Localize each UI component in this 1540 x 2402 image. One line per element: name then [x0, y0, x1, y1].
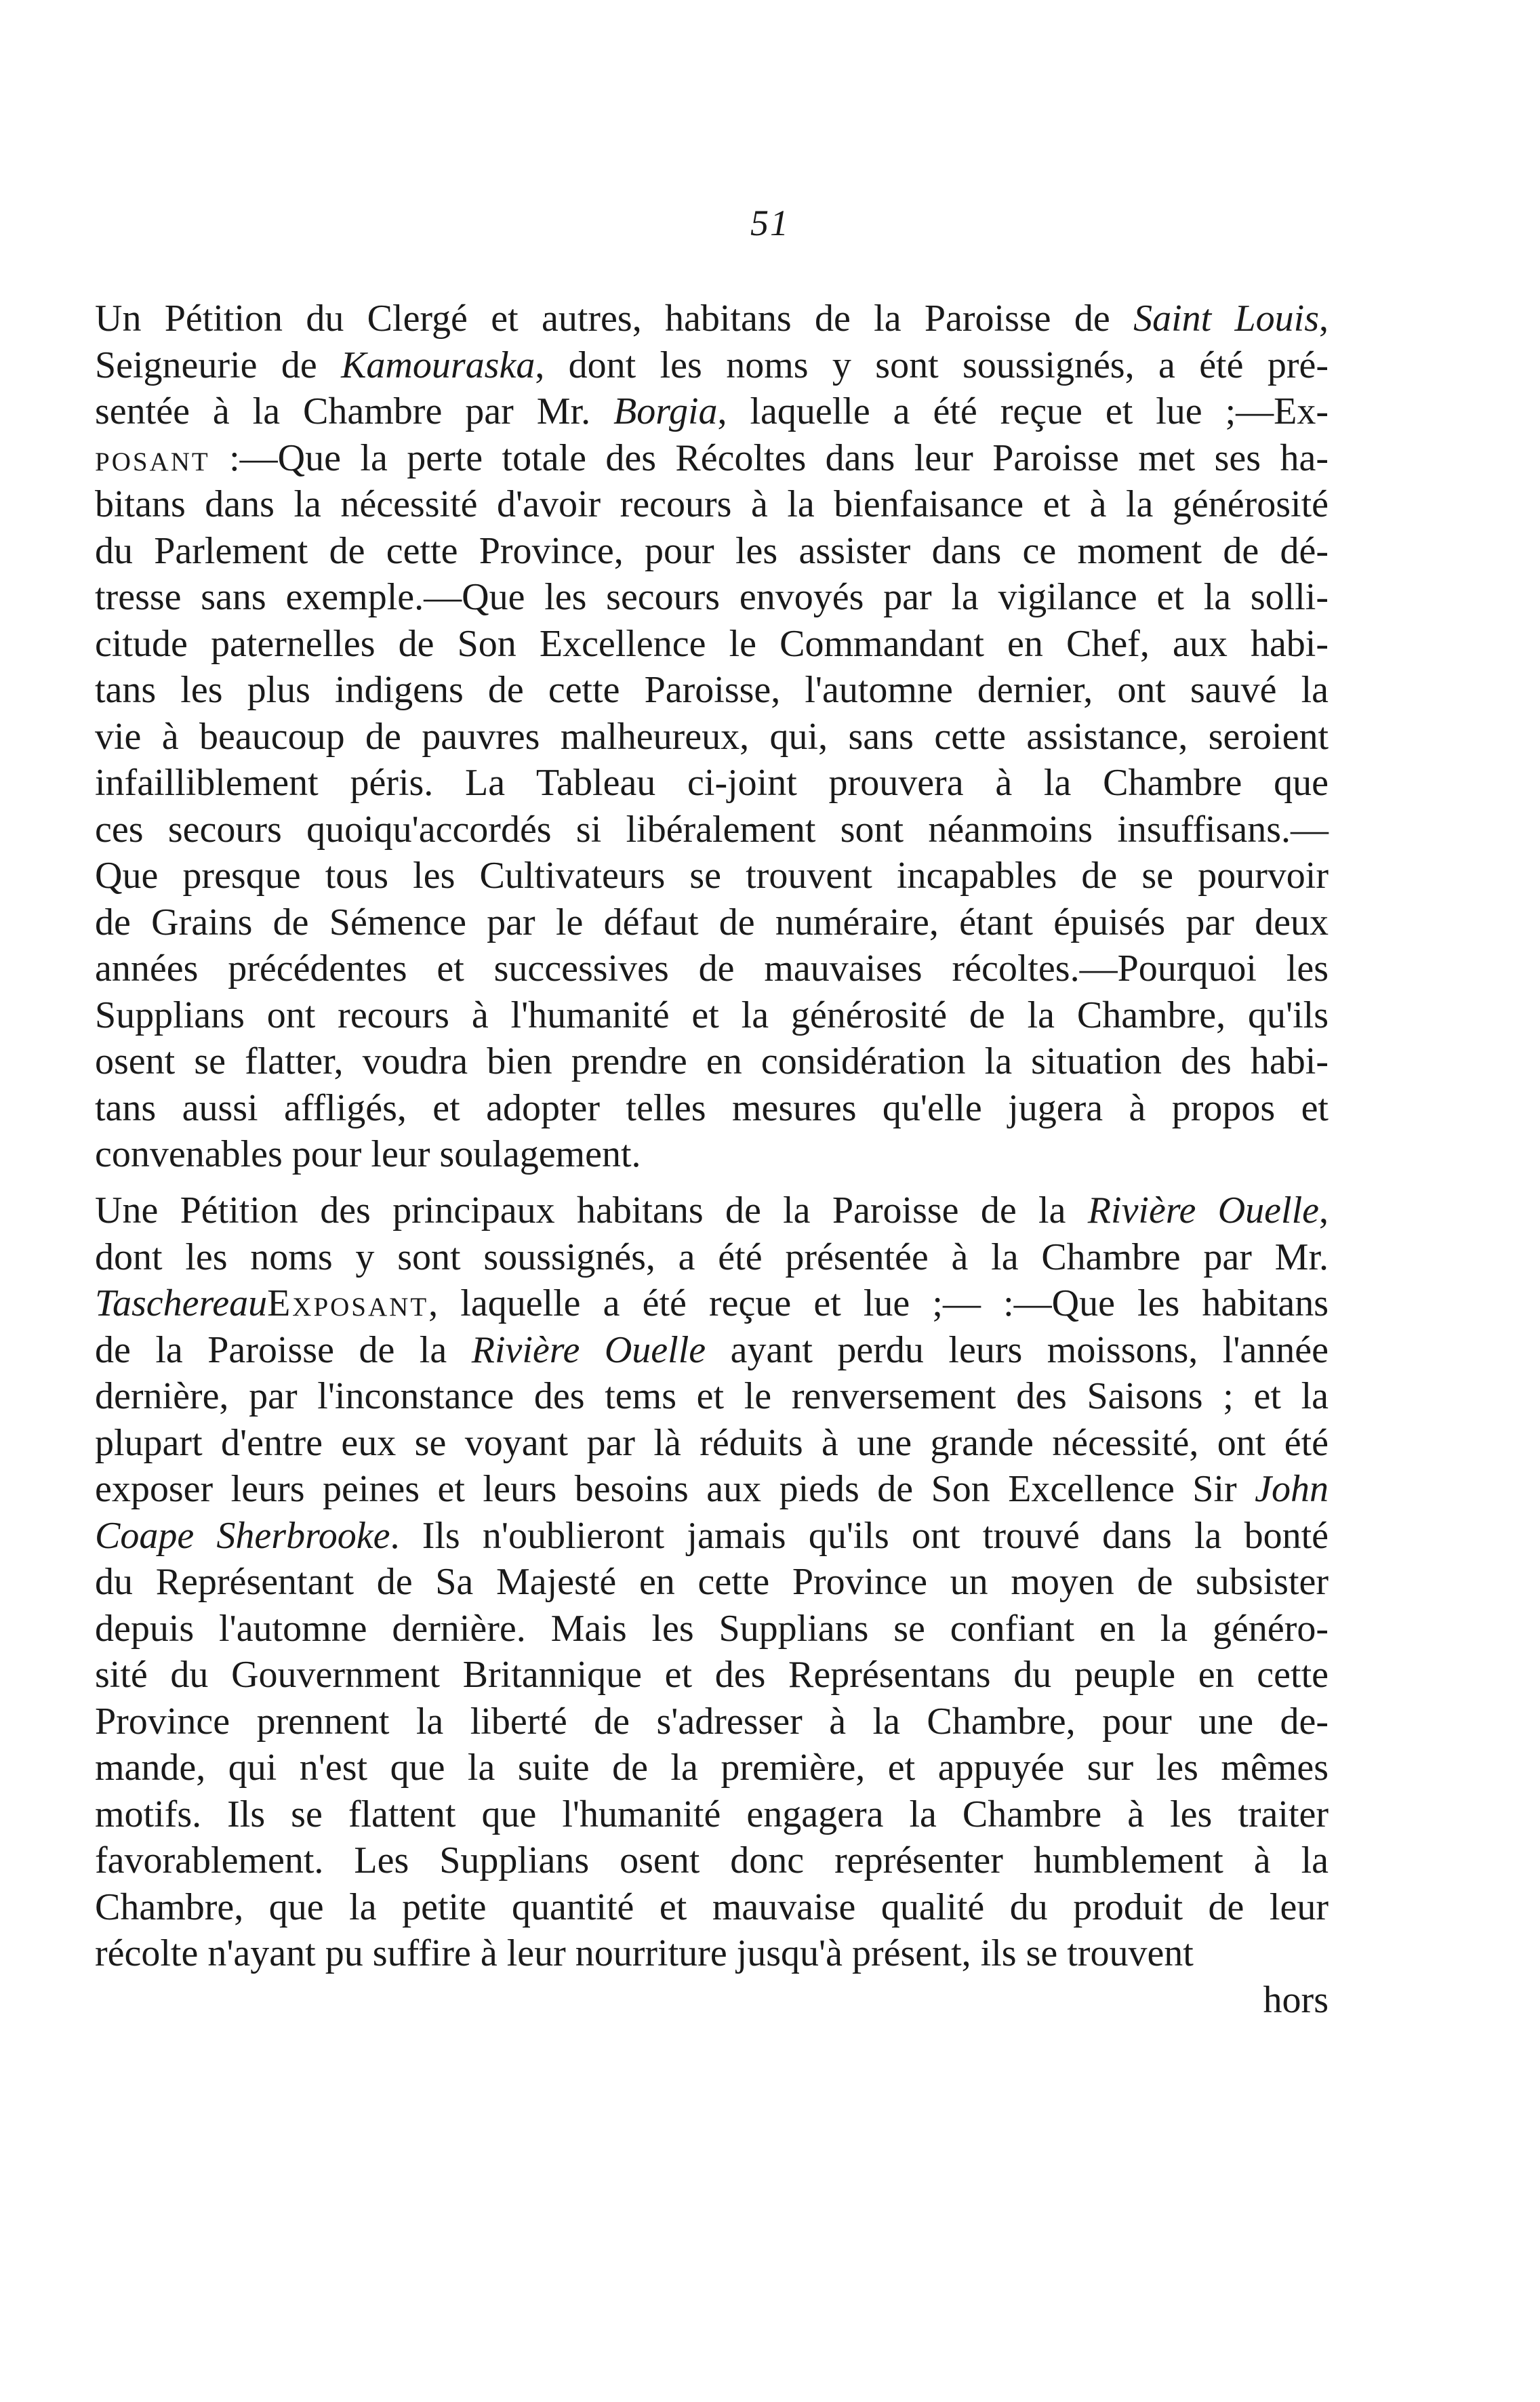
text-line [95, 1327, 1329, 1374]
petition-saint-louis-paragraph [95, 296, 1329, 1178]
line-text: , [1319, 298, 1329, 340]
text-line [95, 1837, 1329, 1884]
line-text: du Parlement de cette Province, pour les assister dans ce moment de dé- [95, 529, 1329, 572]
line-text: depuis l'automne dernière. Mais les Supplians se confiant en la généro- [95, 1607, 1329, 1650]
line-text: Seigneurie de [95, 344, 342, 386]
line-text: . Ils n'oublieront jamais qu'ils ont trouvé dans la bonté [390, 1514, 1329, 1557]
text-line [95, 435, 1329, 482]
text-line [95, 714, 1329, 760]
line-text: Une Pétition des principaux habitans de la Paroisse de la [95, 1189, 1088, 1231]
italic-text: Coape Sherbrooke [95, 1514, 390, 1557]
line-text: favorablement. Les Supplians osent donc représenter humblement à la [95, 1839, 1329, 1881]
text-line [95, 1131, 1329, 1178]
line-text: mande, qui n'est que la suite de la première, et appuyée sur les mêmes [95, 1747, 1329, 1789]
text-line [95, 1234, 1329, 1281]
line-text: tans aussi affligés, et adopter telles mesures qu'elle jugera à propos et [95, 1086, 1329, 1129]
text-line [95, 342, 1329, 389]
line-text: plupart d'entre eux se voyant par là réduits à une grande nécessité, ont été [95, 1421, 1329, 1464]
line-text: vie à beaucoup de pauvres malheureux, qui, sans cette assistance, seroient [95, 715, 1329, 758]
text-line [95, 667, 1329, 714]
text-line [95, 1930, 1329, 1977]
catchword: hors [1263, 1978, 1329, 2021]
text-line [95, 807, 1329, 853]
text-line [95, 1373, 1329, 1420]
line-text: , dont les noms y sont soussignés, a été pré- [535, 344, 1329, 386]
line-text: dont les noms y sont soussignés, a été présentée à la Chambre par Mr. [95, 1236, 1329, 1278]
text-line [95, 1791, 1329, 1838]
line-text: tans les plus indigens de cette Paroisse, l'automne dernier, ont sauvé la [95, 669, 1329, 711]
text-line [95, 1420, 1329, 1467]
line-text: bitans dans la nécessité d'avoir recours à la bienfaisance et à la générosité [95, 483, 1329, 525]
text-line [95, 1698, 1329, 1745]
line-text: ces secours quoiqu'accordés si libéralement sont néanmoins insuffisans.— [95, 808, 1329, 851]
text-line [95, 1466, 1329, 1513]
text-line [95, 1038, 1329, 1085]
text-line [95, 1606, 1329, 1652]
line-text: , laquelle a été reçue et lue ;— [428, 1282, 981, 1324]
line-text: ayant perdu leurs moissons, l'année [706, 1328, 1329, 1371]
small-caps-text: posant [95, 436, 210, 479]
line-text: de Grains de Sémence par le défaut de numéraire, étant épuisés par deux [95, 901, 1329, 943]
petition-riviere-ouelle-paragraph [95, 1187, 1329, 2023]
line-text: convenables pour leur soulagement. [95, 1133, 641, 1175]
text-line [95, 1559, 1329, 1606]
line-text: Province prennent la liberté de s'adresser à la Chambre, pour une de- [95, 1700, 1329, 1743]
line-text: :—Que la perte totale des Récoltes dans leur Paroisse met ses ha- [209, 436, 1329, 479]
line-text: Chambre, que la petite quantité et mauvaise qualité du produit de leur [95, 1886, 1329, 1928]
text-line [95, 528, 1329, 575]
line-text: de la Paroisse de la [95, 1328, 472, 1371]
line-text: dernière, par l'inconstance des tems et le renversement des Saisons ; et la [95, 1375, 1329, 1417]
line-text: récolte n'ayant pu suffire à leur nourriture jusqu'à présent, ils se trouvent [95, 1932, 1194, 1974]
line-text: , [1319, 1189, 1329, 1231]
text-line [95, 1085, 1329, 1132]
text-line [95, 1652, 1329, 1698]
text-line [95, 1187, 1329, 1234]
text-line [95, 1884, 1329, 1931]
text-line [95, 853, 1329, 899]
italic-text: Rivière Ouelle [471, 1328, 706, 1371]
line-text: Un Pétition du Clergé et autres, habitans de la Paroisse de [95, 298, 1134, 340]
text-line [95, 574, 1329, 621]
line-text: motifs. Ils se flattent que l'humanité engagera la Chambre à les traiter [95, 1793, 1329, 1835]
italic-text: Saint Louis [1133, 298, 1320, 340]
line-text: tresse sans exemple.—Que les secours envoyés par la vigilance et la solli- [95, 576, 1329, 618]
italic-text: Rivière Ouelle [1087, 1189, 1320, 1231]
italic-text: Borgia [613, 390, 718, 432]
line-text: sentée à la Chambre par Mr. [95, 390, 614, 432]
text-line [95, 1280, 1329, 1327]
line-text: , laquelle a été reçue et lue ;—Ex- [717, 390, 1329, 432]
line-text: infailliblement péris. La Tableau ci-joint prouvera à la Chambre que [95, 762, 1329, 804]
line-text: sité du Gouvernment Britannique et des Représentans du peuple en cette [95, 1654, 1329, 1696]
italic-text: John [1255, 1468, 1329, 1510]
text-line [95, 481, 1329, 528]
small-caps-text: Exposant [267, 1282, 429, 1324]
line-text: citude paternelles de Son Excellence le Commandant en Chef, aux habi- [95, 622, 1329, 665]
text-line [95, 1513, 1329, 1560]
italic-text: Kamouraska [341, 344, 535, 386]
text-line [95, 621, 1329, 668]
line-text: Que presque tous les Cultivateurs se trouvent incapables de se pourvoir [95, 855, 1329, 897]
text-line [95, 1745, 1329, 1791]
text-line [95, 760, 1329, 807]
line-text: Supplians ont recours à l'humanité et la générosité de la Chambre, qu'ils [95, 994, 1329, 1036]
text-line [95, 992, 1329, 1039]
text-line [95, 945, 1329, 992]
line-text: exposer leurs peines et leurs besoins aux pieds de Son Excellence Sir [95, 1468, 1255, 1510]
line-text: années précédentes et successives de mauvaises récoltes.—Pourquoi les [95, 948, 1329, 990]
text-line [95, 296, 1329, 342]
text-line [95, 388, 1329, 435]
line-text: du Représentant de Sa Majesté en cette Province un moyen de subsister [95, 1561, 1329, 1603]
page-number: 51 [750, 203, 790, 243]
line-text: osent se flatter, voudra bien prendre en considération la situation des habi- [95, 1040, 1329, 1082]
italic-text: Taschereau [95, 1282, 268, 1324]
text-line [95, 899, 1329, 946]
line-text: :—Que les habitans [980, 1282, 1329, 1324]
